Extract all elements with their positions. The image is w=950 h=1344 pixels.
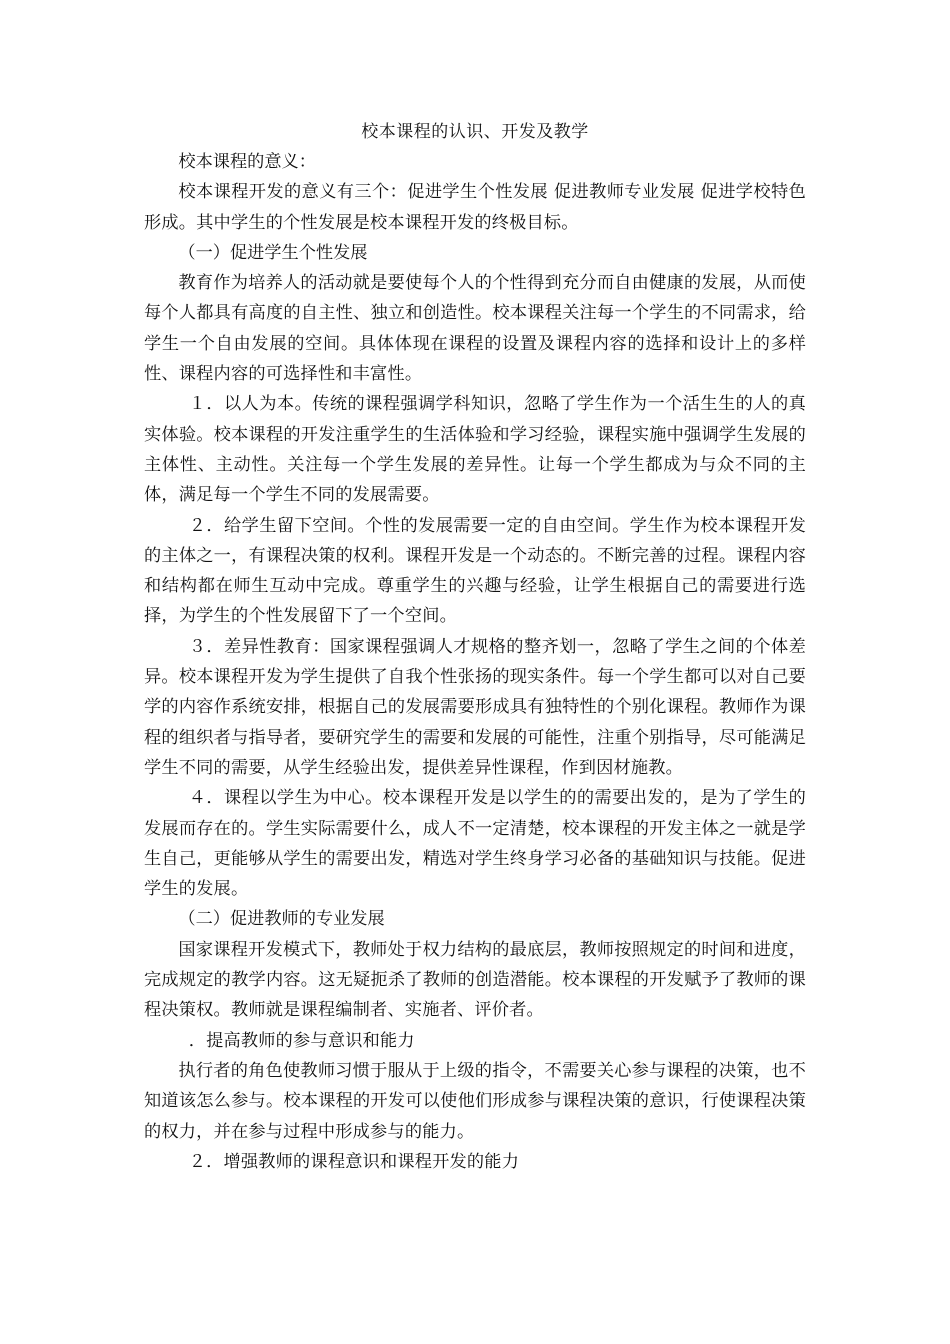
document-body [144, 117, 806, 1177]
numbered-paragraph: ．提高教师的参与意识和能力 [188, 1030, 415, 1051]
body-paragraph: 教育作为培养人的活动就是要使每个人的个性得到充分而自由健康的发展，从而使每个人都具有高度的自主性、独立和创造性。校本课程关注每一个学生的不同需求，给学生一个自由发展的空间。具体体现在课程的设置及课程内容的选择和设计上的多样性、课程内容的可选择性和丰富性。 [144, 273, 806, 385]
numbered-paragraph: ２．给学生留下空间。个性的发展需要一定的自由空间。学生作为校本课程开发的主体之一，有课程决策的权利。课程开发是一个动态的。不断完善的过程。课程内容和结构都在师生互动中完成。尊重学生的兴趣与经验，让学生根据自己的需要进行选择，为学生的个性发展留下了一个空间。 [144, 515, 806, 627]
numbered-paragraph: ２．增强教师的课程意识和课程开发的能力 [188, 1151, 520, 1172]
body-paragraph: 校本课程开发的意义有三个：促进学生个性发展 促进教师专业发展 促进学校特色形成。其中学生的个性发展是校本课程开发的终极目标。 [144, 182, 806, 233]
paragraph-list [144, 147, 806, 1177]
numbered-paragraph: ４．课程以学生为中心。校本课程开发是以学生的的需要出发的，是为了学生的发展而存在的。学生实际需要什么，成人不一定清楚，校本课程的开发主体之一就是学生自己，更能够从学生的需要出发，精选对学生终身学习必备的基础知识与技能。促进学生的发展。 [144, 788, 806, 900]
body-paragraph: 国家课程开发模式下，教师处于权力结构的最底层，教师按照规定的时间和进度，完成规定的教学内容。这无疑扼杀了教师的创造潜能。校本课程的开发赋予了教师的课程决策权。教师就是课程编制者、实施者、评价者。 [144, 939, 806, 1021]
section-heading: 校本课程的意义： [178, 152, 316, 172]
document-title: 校本课程的认识、开发及教学 [361, 122, 589, 142]
numbered-paragraph: ３．差异性教育：国家课程强调人才规格的整齐划一，忽略了学生之间的个体差异。校本课程开发为学生提供了自我个性张扬的现实条件。每一个学生都可以对自己要学的内容作系统安排，根据自己的发展需要形成具有独特性的个别化课程。教师作为课程的组织者与指导者，要研究学生的需要和发展的可能性，注重个别指导，尽可能满足学生不同的需要，从学生经验出发，提供差异性课程，作到因材施教。 [144, 636, 806, 778]
numbered-paragraph: １．以人为本。传统的课程强调学科知识，忽略了学生作为一个活生生的人的真实体验。校本课程的开发注重学生的生活体验和学习经验，课程实施中强调学生发展的主体性、主动性。关注每一个学生发展的差异性。让每一个学生都成为与众不同的主体，满足每一个学生不同的发展需要。 [144, 394, 806, 506]
body-paragraph: 执行者的角色使教师习惯于服从于上级的指令，不需要关心参与课程的决策，也不知道该怎么参与。校本课程的开发可以使他们形成参与课程决策的意识，行使课程决策的权力，并在参与过程中形成参与的能力。 [144, 1060, 806, 1142]
section-heading: （二）促进教师的专业发展 [178, 909, 385, 930]
section-heading: （一）促进学生个性发展 [178, 242, 368, 263]
